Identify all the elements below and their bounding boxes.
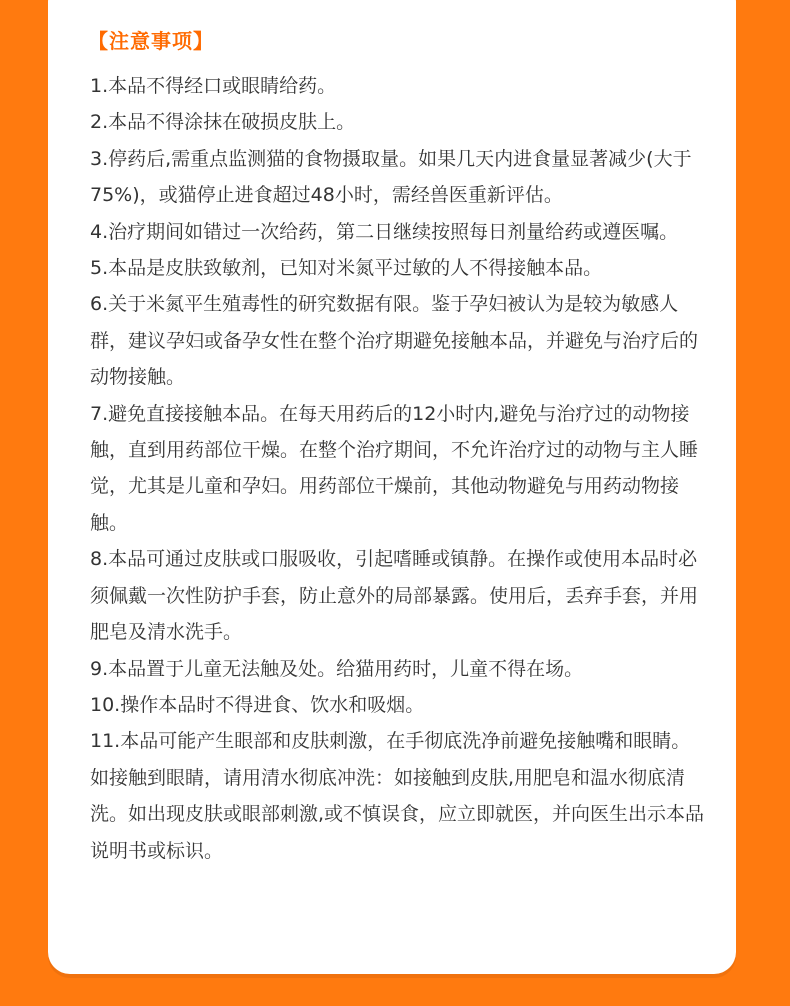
section-title: 【注意事项】 <box>88 29 214 53</box>
list-item: 2.本品不得涂抹在破损皮肤上。 <box>90 111 356 134</box>
list-item: 1.本品不得经口或眼睛给药。 <box>90 75 337 97</box>
list-item: 11.本品可能产生眼部和皮肤刺激，在手彻底洗净前避免接触嘴和眼睛。如接触到眼睛，请用清水彻底冲洗：如接触到皮肤,用肥皂和温水彻底清洗。如出现皮肤或眼部刺激,或不慎误食，应立即就医，并向医生出示本品说明书或标识。 <box>90 730 705 862</box>
precautions-list <box>90 68 705 869</box>
list-item: 10.操作本品时不得进食、饮水和吸烟。 <box>90 693 425 716</box>
list-item: 3.停药后,需重点监测猫的食物摄取量。如果几天内进食量显著减少(大于75%)，或猫停止进食超过48小时，需经兽医重新评估。 <box>90 147 692 207</box>
list-item: 7.避免直接接触本品。在每天用药后的12小时内,避免与治疗过的动物接触，直到用药部位干燥。在整个治疗期间，不允许治疗过的动物与主人睡觉，尤其是儿童和孕妇。用药部位干燥前，其他动物避免与用药动物接触。 <box>90 402 699 534</box>
list-item: 4.治疗期间如错过一次给药，第二日继续按照每日剂量给药或遵医嘱。 <box>90 220 679 243</box>
list-item: 9.本品置于儿童无法触及处。给猫用药时，儿童不得在场。 <box>90 657 584 680</box>
list-item: 6.关于米氮平生殖毒性的研究数据有限。鉴于孕妇被认为是较为敏感人群，建议孕妇或备孕女性在整个治疗期避免接触本品，并避免与治疗后的动物接触。 <box>90 293 699 389</box>
list-item: 5.本品是皮肤致敏剂，已知对米氮平过敏的人不得接触本品。 <box>90 257 603 280</box>
list-item: 8.本品可通过皮肤或口服吸收，引起嗜睡或镇静。在操作或使用本品时必须佩戴一次性防护手套，防止意外的局部暴露。使用后，丢弃手套，并用肥皂及清水洗手。 <box>90 548 699 644</box>
